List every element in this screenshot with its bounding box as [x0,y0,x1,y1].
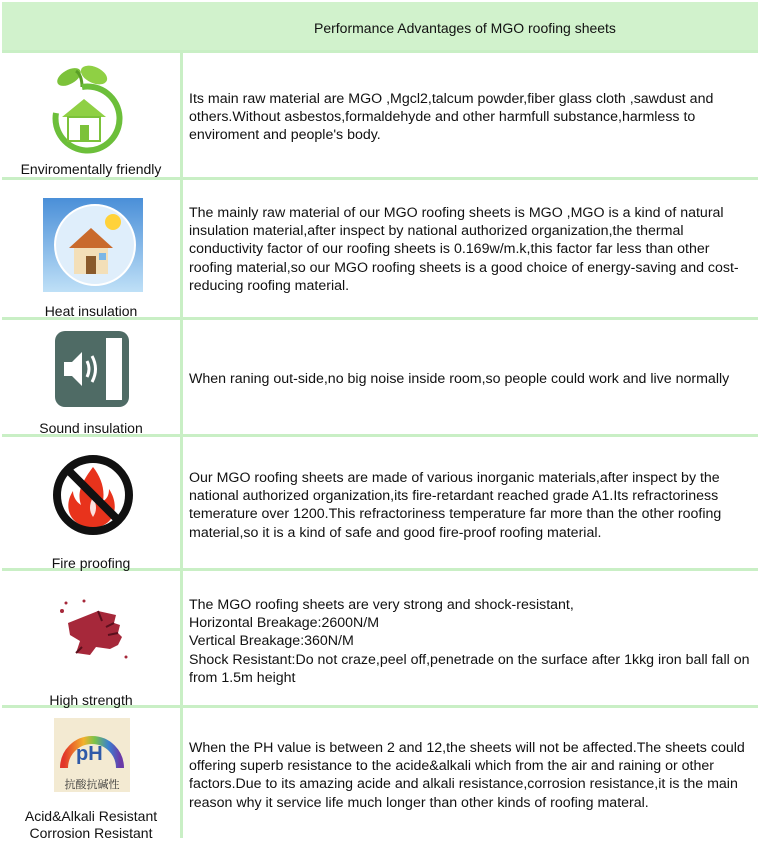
row-4-icon-cell [2,437,180,571]
row-3-description: When raning out-side,no big noise inside room,so people could work and live normally [189,371,730,387]
ph-symbol: pH [76,743,103,765]
speaker-wall-icon [54,330,130,408]
row-5-description [189,596,752,687]
row-2-desc-cell [183,180,758,317]
eco-house-icon [42,63,126,155]
fist-icon [54,593,134,667]
row-3-label: Sound insulation [39,420,143,436]
table-title: Performance Advantages of MGO roofing sheets [314,20,616,36]
row-4-label: Fire proofing [51,555,131,571]
row-6-desc-cell [183,708,758,838]
row-5-desc-cell [183,571,758,705]
row-5-label: High strength [49,692,133,708]
row-1-icon-cell [2,53,180,177]
row-5-line-3: Vertical Breakage:360N/M [189,633,354,650]
row-4-desc-cell [183,437,758,568]
sun-house-icon [43,198,143,292]
row-6-label-line-1: Acid&Alkali Resistant [24,808,158,824]
row-1-desc-cell [183,53,758,177]
row-1-description: Its main raw material are MGO ,Mgcl2,talcum powder,fiber glass cloth ,sawdust and others.Without asbestos,formaldehyde and other harmfull substance,harmless to enviroment and people's body. [189,91,714,144]
row-5-line-4: Shock Resistant:Do not craze,peel off,penetrade on the surface after 1kkg iron ball fall on from 1.5m height [189,651,750,686]
no-fire-icon [51,453,135,537]
row-2-label: Heat insulation [44,303,138,319]
row-6-icon-cell [2,708,180,841]
row-2-description: The mainly raw material of our MGO roofing sheets is MGO ,MGO is a kind of natural insulation material,after inspect by national authorized organization,the thermal conductivity factor of our roofing sheets is 0.169w/m.k,this factor far less than other roofing material,so our MGO roofing sheets is a good choice of energy-saving and cost-reducing roofing material. [189,205,739,294]
row-6-description: When the PH value is between 2 and 12,the sheets will not be affected.The sheets could offering superb resistance to the acide&alkali which from the air and raining or other factors.Due to its amazing acide and alkali resistance,corrosion resistance,it is the main reason why it service life much longer than other kinds of roofing materal. [189,740,745,811]
row-1-label: Enviromentally friendly [20,161,162,177]
table-header [2,2,758,50]
row-2-icon-cell [2,180,180,317]
row-3-desc-cell [183,320,758,434]
row-4-description: Our MGO roofing sheets are made of various inorganic materials,after inspect by the national authorized organization,its fire-retardant reached grade A1.Its refractoriness temerature over 1200.This refractoriness temperature far more than the other roofing material,so it is a kind of safe and good fire-proof roofing material. [189,470,722,541]
ph-scale-icon [54,718,130,792]
row-3-icon-cell [2,320,180,434]
advantages-table [2,2,758,841]
row-5-icon-cell [2,571,180,708]
row-6-label-line-2: Corrosion Resistant [29,825,153,841]
row-6-label [2,808,180,842]
row-5-line-1: The MGO roofing sheets are very strong and shock-resistant, [189,597,574,613]
ph-caption: 抗酸抗碱性 [64,778,120,791]
row-5-line-2: Horizontal Breakage:2600N/M [189,615,380,632]
